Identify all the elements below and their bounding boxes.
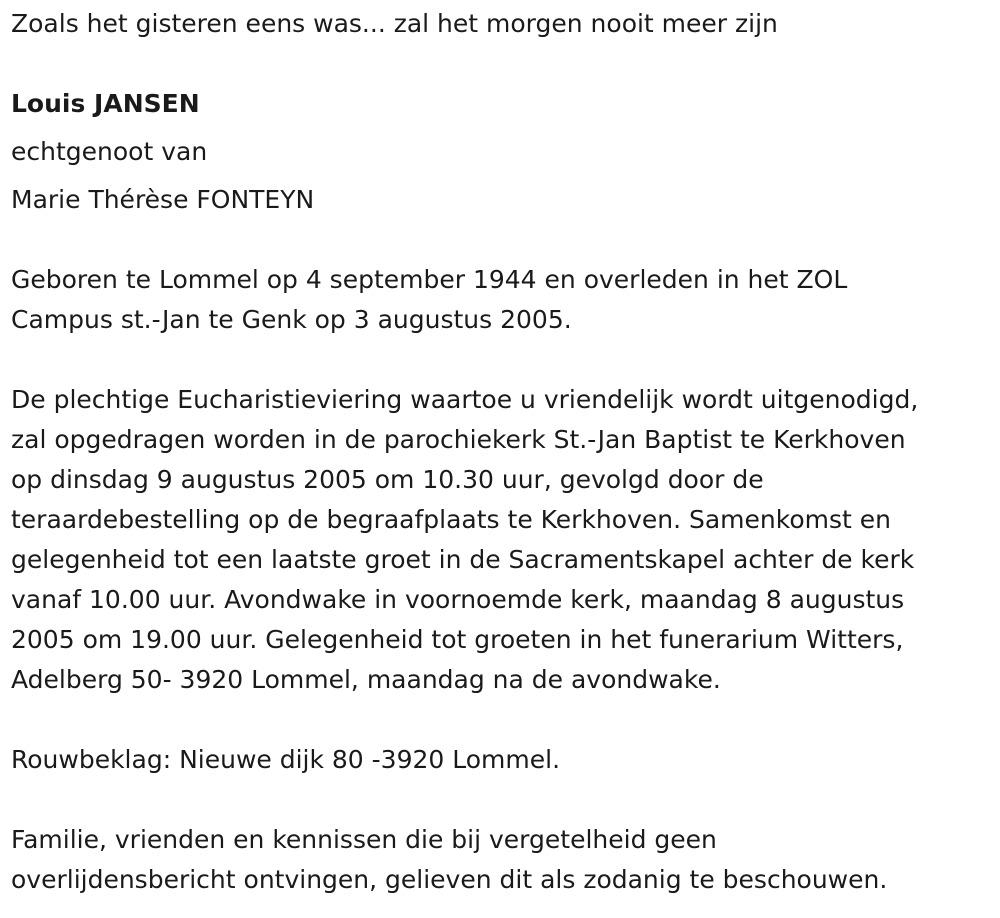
closing-paragraph [11, 820, 996, 900]
spacer [11, 44, 996, 84]
ceremony-line: gelegenheid tot een laatste groet in de Sacramentskapel achter de kerk [11, 545, 915, 574]
ceremony-line: Adelberg 50- 3920 Lommel, maandag na de avondwake. [11, 665, 721, 694]
obituary-notice [11, 4, 996, 900]
motto: Zoals het gisteren eens was... zal het morgen nooit meer zijn [11, 9, 778, 38]
birth-death-line: Campus st.-Jan te Genk op 3 augustus 2005. [11, 305, 572, 334]
ceremony-line: teraardebestelling op de begraafplaats te Kerkhoven. Samenkomst en [11, 505, 891, 534]
ceremony-line: zal opgedragen worden in de parochiekerk St.-Jan Baptist te Kerkhoven [11, 425, 906, 454]
spouse-name: Marie Thérèse FONTEYN [11, 185, 315, 214]
ceremony-line: 2005 om 19.00 uur. Gelegenheid tot groeten in het funerarium Witters, [11, 625, 904, 654]
closing-line: Familie, vrienden en kennissen die bij vergetelheid geen [11, 825, 717, 854]
spacer [11, 700, 996, 740]
spacer [11, 340, 996, 380]
spacer [11, 220, 996, 260]
ceremony-line: vanaf 10.00 uur. Avondwake in voornoemde kerk, maandag 8 augustus [11, 585, 905, 614]
condolence-address: Rouwbeklag: Nieuwe dijk 80 -3920 Lommel. [11, 745, 561, 774]
spacer [11, 780, 996, 820]
birth-death-line: Geboren te Lommel op 4 september 1944 en overleden in het ZOL [11, 265, 848, 294]
ceremony-line: op dinsdag 9 augustus 2005 om 10.30 uur, gevolgd door de [11, 465, 764, 494]
relation-text: echtgenoot van [11, 137, 208, 166]
ceremony-line: De plechtige Eucharistieviering waartoe u vriendelijk wordt uitgenodigd, [11, 385, 919, 414]
ceremony-paragraph [11, 380, 996, 700]
birth-death-paragraph [11, 260, 996, 340]
deceased-name: Louis JANSEN [11, 89, 200, 118]
closing-line: overlijdensbericht ontvingen, gelieven dit als zodanig te beschouwen. [11, 865, 888, 894]
